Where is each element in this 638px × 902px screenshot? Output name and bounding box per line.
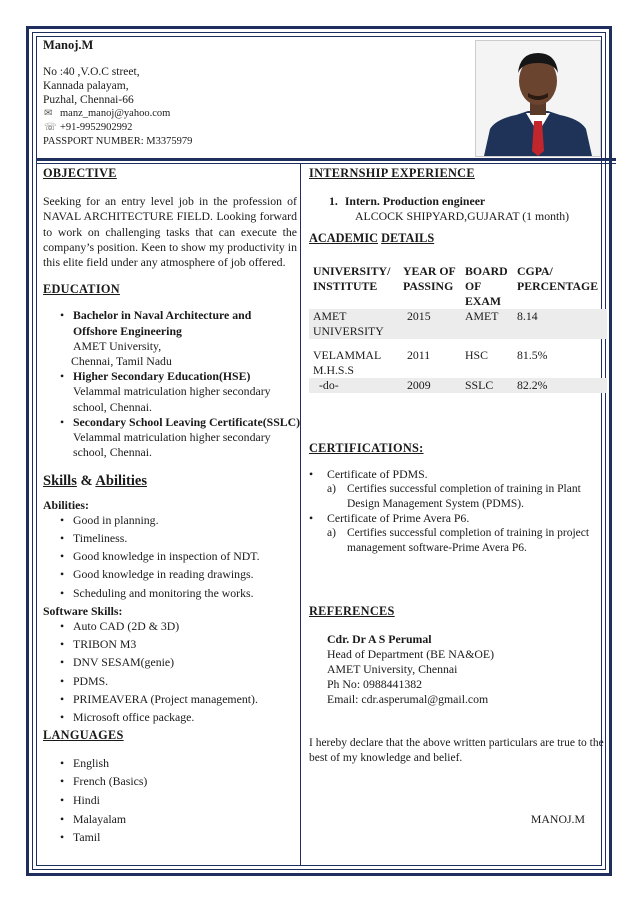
candidate-name: Manoj.M	[43, 38, 94, 52]
left-column	[43, 165, 301, 846]
table-cell: SSLC	[465, 377, 494, 392]
internship-company: ALCOCK SHIPYARD,GUJARAT (1 month)	[355, 209, 570, 224]
envelope-icon: ✉	[44, 108, 53, 119]
academic-title	[309, 231, 607, 246]
telephone-icon: ☏	[44, 122, 57, 133]
internship-number: 1.	[329, 194, 338, 209]
signature-name: MANOJ.M	[530, 812, 585, 827]
email-row	[43, 107, 192, 121]
reference-name: Cdr. Dr A S Perumal	[327, 631, 432, 646]
certification-item	[309, 467, 607, 511]
objective-title: OBJECTIVE	[43, 166, 117, 180]
table-cell: -do-	[319, 377, 339, 392]
reference-line: Ph No: 0988441382	[327, 677, 423, 692]
contact-header	[43, 38, 192, 149]
profile-photo-image	[476, 41, 600, 156]
certifications-title: CERTIFICATIONS:	[309, 440, 424, 455]
academic-table	[309, 264, 607, 393]
language-item: • French (Basics)	[43, 774, 297, 789]
address-line: Puzhal, Chennai-66	[43, 94, 134, 106]
table-row	[309, 378, 607, 393]
skills-title-a: Skills	[43, 473, 77, 490]
certification-sub	[327, 526, 607, 555]
certification-sub-marker: a)	[327, 483, 336, 496]
education-degree: • Secondary School Leaving Certificate(SSLC)	[73, 414, 301, 429]
column-divider	[300, 164, 301, 866]
education-list	[43, 308, 301, 460]
skills-title-amp: &	[80, 473, 93, 490]
table-cell: HSC	[465, 347, 488, 362]
education-item	[43, 308, 297, 369]
table-cell: AMET	[465, 308, 499, 323]
table-cell: VELAMMAL M.H.S.S	[313, 347, 381, 377]
education-detail: AMET University,	[73, 338, 162, 353]
internship-title: INTERNSHIP EXPERIENCE	[309, 166, 475, 180]
software-skill-item: • PDMS.	[43, 674, 297, 689]
education-degree: • Higher Secondary Education(HSE)	[73, 369, 251, 384]
software-skill-item: • Auto CAD (2D & 3D)	[43, 619, 297, 634]
language-item: • Tamil	[43, 830, 297, 845]
profile-photo	[475, 40, 601, 157]
objective-text: Seeking for an entry level job in the profession of NAVAL ARCHITECTURE FIELD. Looking forward to work on challenging tasks that can execute the company’s position. Keen to show my productivity in this elite field under any atmosphere of job offered.	[43, 194, 297, 270]
address-line: Kannada palayam,	[43, 80, 129, 92]
ability-item: • Good in planning.	[43, 513, 297, 528]
internship-role: Intern. Production engineer	[344, 194, 486, 209]
phone-row	[43, 121, 192, 135]
phone-text: +91-9952902992	[60, 122, 133, 133]
skills-title	[43, 474, 297, 489]
academic-table-header	[309, 264, 607, 309]
header-divider-thin	[36, 163, 616, 164]
education-detail: school, Chennai.	[73, 445, 152, 460]
ability-item: • Good knowledge in inspection of NDT.	[43, 549, 297, 564]
software-skill-item: • Microsoft office package.	[43, 710, 297, 725]
education-detail: Chennai, Tamil Nadu	[71, 354, 172, 369]
table-cell: 82.2%	[517, 377, 548, 392]
abilities-list	[43, 513, 297, 601]
certification-sub-text: Certifies successful completion of training in project management software-Prime Avera P6.	[347, 527, 590, 554]
table-cell: 2015	[407, 308, 431, 323]
certification-sub	[327, 482, 607, 511]
education-detail: school, Chennai.	[73, 399, 152, 414]
reference-line: Head of Department (BE NA&OE)	[327, 646, 495, 661]
language-item: • Malayalam	[43, 812, 297, 827]
certification-sub-text: Certifies successful completion of training in Plant Design Management System (PDMS).	[347, 483, 581, 510]
ability-item: • Timeliness.	[43, 531, 297, 546]
academic-title-b: DETAILS	[381, 230, 435, 245]
header-divider	[36, 158, 616, 161]
ability-item: • Good knowledge in reading drawings.	[43, 567, 297, 582]
certification-item	[309, 511, 607, 555]
table-cell: 81.5%	[517, 347, 548, 362]
reference-block	[309, 632, 607, 708]
table-row	[309, 339, 607, 378]
education-title: EDUCATION	[43, 282, 120, 297]
table-cell: 8.14	[517, 308, 538, 323]
reference-line: AMET University, Chennai	[327, 662, 458, 677]
table-header-cell: UNIVERSITY/ INSTITUTE	[313, 263, 391, 293]
passport-number: PASSPORT NUMBER: M3375979	[43, 136, 193, 147]
references-title: REFERENCES	[309, 604, 395, 619]
right-column	[309, 165, 607, 827]
languages-title: LANGUAGES	[43, 728, 124, 743]
software-skills-list	[43, 619, 297, 725]
software-skill-item: • PRIMEAVERA (Project management).	[43, 692, 297, 707]
declaration-text: I hereby declare that the above written particulars are true to the best of my knowledge and belief.	[309, 736, 604, 764]
language-item: • Hindi	[43, 793, 297, 808]
education-item	[43, 414, 301, 461]
software-skill-item: • TRIBON M3	[43, 637, 297, 652]
abilities-label: Abilities:	[43, 497, 89, 512]
certification-sub-marker: a)	[327, 527, 336, 540]
education-item	[43, 369, 297, 415]
email-text: manz_manoj@yahoo.com	[60, 108, 171, 119]
academic-title-a: ACADEMIC	[309, 230, 378, 245]
certifications-list	[309, 467, 607, 555]
internship-item	[309, 194, 607, 224]
software-skill-item: • DNV SESAM(genie)	[43, 655, 297, 670]
skills-title-b: Abilities	[95, 473, 147, 490]
address-line: No :40 ,V.O.C street,	[43, 66, 140, 78]
ability-item: • Scheduling and monitoring the works.	[43, 586, 297, 601]
table-header-cell: CGPA/ PERCENTAGE	[517, 263, 599, 293]
table-header-cell: BOARD OF EXAM	[465, 263, 508, 308]
table-cell: 2009	[407, 377, 431, 392]
education-detail: Velammal matriculation higher secondary	[73, 384, 271, 399]
table-header-cell: YEAR OF PASSING	[403, 263, 456, 293]
language-item: • English	[43, 756, 297, 771]
certification-name: • Certificate of Prime Avera P6.	[327, 511, 470, 526]
education-degree: • Bachelor in Naval Architecture and Offshore Engineering	[73, 308, 252, 338]
software-skills-label: Software Skills:	[43, 603, 123, 618]
table-cell: AMET UNIVERSITY	[313, 308, 384, 338]
certification-name: • Certificate of PDMS.	[327, 467, 428, 482]
education-detail: Velammal matriculation higher secondary	[73, 430, 271, 445]
reference-email: Email: cdr.asperumal@gmail.com	[327, 692, 489, 707]
table-row	[309, 309, 607, 339]
table-cell: 2011	[407, 347, 431, 362]
languages-list	[43, 756, 297, 846]
